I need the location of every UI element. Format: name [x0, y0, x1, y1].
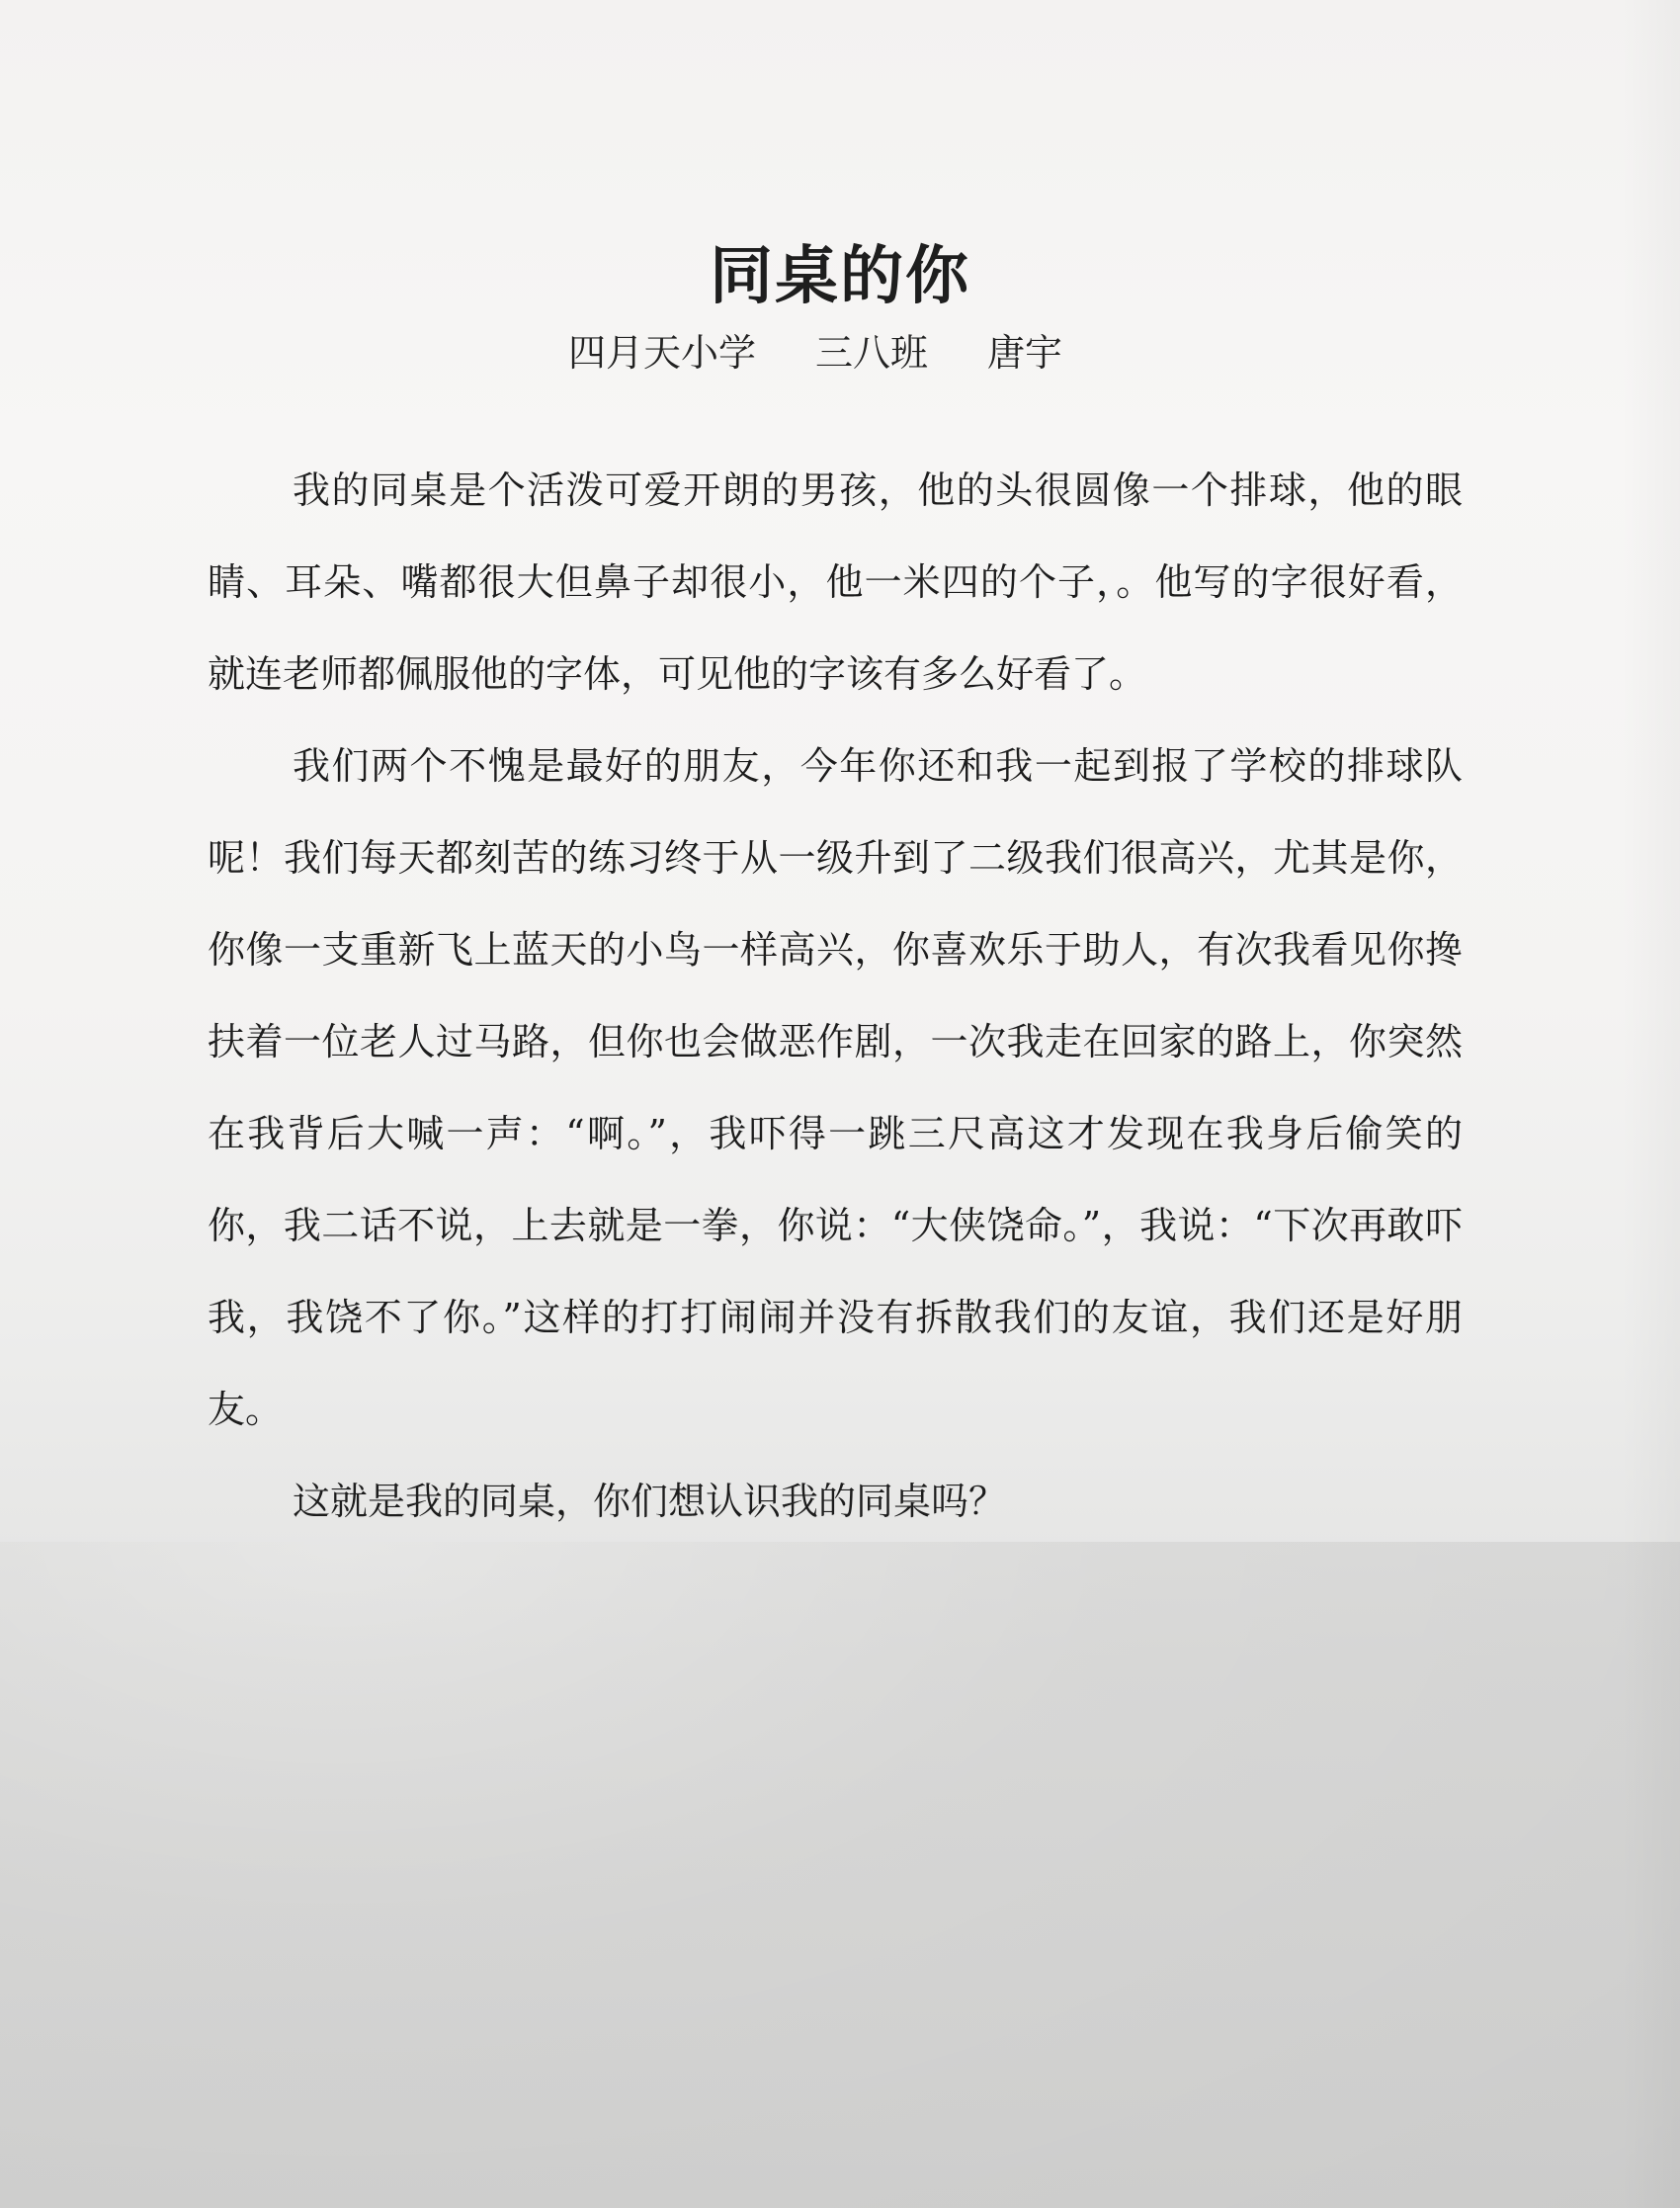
- paragraph-1: 我的同桌是个活泼可爱开朗的男孩，他的头很圆像一个排球，他的眼睛、耳朵、嘴都很大但鼻子却很小，他一米四的个子，。他写的字很好看，就连老师都佩服他的字体，可见他的字该有多么好看了。: [208, 468, 1463, 696]
- edge-shade: [1621, 0, 1680, 2208]
- essay-body: [208, 445, 1463, 1548]
- paragraph-2: 我们两个不愧是最好的朋友，今年你还和我一起到报了学校的排球队呢！我们每天都刻苦的练习终于从一级升到了二级我们很高兴，尤其是你，你像一支重新飞上蓝天的小鸟一样高兴，你喜欢乐于助人，有次我看见你搀扶着一位老人过马路，但你也会做恶作剧，一次我走在回家的路上，你突然在我背后大喊一声：“啊。”，我吓得一跳三尺高这才发现在我身后偷笑的你，我二话不说，上去就是一拳，你说：“大侠饶命。”，我说：“下次再敢吓我，我饶不了你。”这样的打打闹闹并没有拆散我们的友谊，我们还是好朋友。: [208, 744, 1463, 1431]
- paragraph-3: 这就是我的同桌，你们想认识我的同桌吗？: [293, 1480, 1007, 1523]
- class-name: 三八班: [815, 331, 929, 375]
- essay-title: 同桌的你: [710, 239, 970, 313]
- school-name: 四月天小学: [568, 331, 757, 375]
- author-name: 唐宇: [987, 331, 1063, 375]
- byline: [568, 322, 1062, 377]
- photo-shadow: [0, 1542, 1680, 2208]
